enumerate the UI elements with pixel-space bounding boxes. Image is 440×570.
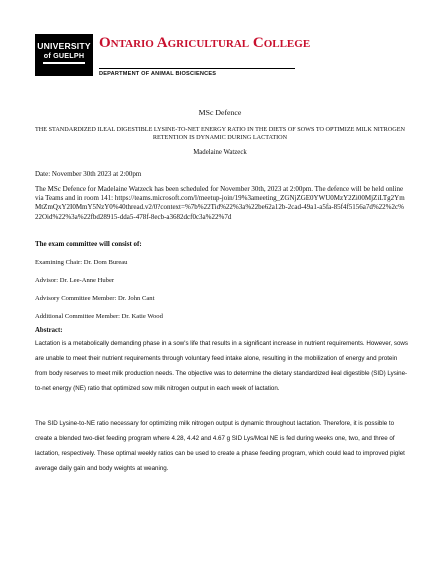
committee-member: Additional Committee Member: Dr. Katie Wood bbox=[35, 313, 163, 320]
committee-member: Advisor: Dr. Lee-Anne Huber bbox=[35, 277, 115, 284]
committee-heading: The exam committee will consist of: bbox=[35, 240, 142, 248]
presenter-name: Madelaine Watzeck bbox=[193, 149, 247, 156]
university-logo bbox=[35, 34, 93, 76]
logo-bar bbox=[43, 62, 85, 64]
schedule-paragraph: The MSc Defence for Madelaine Watzeck has been scheduled for November 30th, 2023 at 2:00pm. The defence will be held online via Teams and in room 141: https://teams.microsoft.com/l/meetup-join/19%3ameeting_ZGNjZGE0YWU0MzY2Zi00MjZiLTg2YmMtZmQxY2I0MmY5NzY0%40thread.v2/0?context=%7b%22Tid%22%3a%22be62a12b-2cad-49a1-a5fa-85f4f5156a7d%22%2c%22Oid%22%3a%22fbd28915-dda5-478f-8ecb-a3682dcf0c3a%22%7d bbox=[35, 185, 405, 221]
page-heading: MSc Defence bbox=[198, 108, 242, 117]
abstract-heading: Abstract: bbox=[35, 327, 63, 334]
logo-text-line2: of GUELPH bbox=[43, 51, 85, 60]
abstract-paragraph-2: The SID Lysine-to-NE ratio necessary for optimizing milk nitrogen output is dynamic throughout lactation. Therefore, it is possible to create a blended two-diet feeding program where 4.28, 4.42 and 4.67 g SID Lys/Mcal NE is fed during weeks one, two, and three of lactation, respectively. These optimal weekly ratios can be used to create a phase feeding program, which could lead to improved piglet average daily gain and body weights at weaning. bbox=[35, 420, 405, 472]
thesis-title: THE STANDARDIZED ILEAL DIGESTIBLE LYSINE-TO-NET ENERGY RATIO IN THE DIETS OF SOWS TO OPTIMIZE MILK NITROGEN RETENTION IS DYNAMIC DURING LACTATION bbox=[35, 126, 405, 141]
department-name: DEPARTMENT OF ANIMAL BIOSCIENCES bbox=[99, 71, 217, 77]
logo-text-line1: UNIVERSITY bbox=[37, 41, 91, 51]
header-rule bbox=[99, 68, 295, 69]
defence-date: Date: November 30th 2023 at 2:00pm bbox=[35, 170, 142, 178]
committee-member: Examining Chair: Dr. Dom Bureau bbox=[35, 259, 128, 266]
abstract-paragraph-1: Lactation is a metabolically demanding phase in a sow's life that results in a significant increase in nutrient requirements. However, sows are unable to meet their nutrient requirements through voluntary feed intake alone, resulting in the mobilization of energy and protein from body reserves to meet milk production needs. The objective was to determine the dietary standardized ileal digestible (SID) Lysine-to-net energy (NE) ratio that optimized sow milk nitrogen output in each week of lactation. bbox=[35, 340, 408, 392]
college-name: Ontario Agricultural College bbox=[99, 35, 311, 51]
committee-member: Advisory Committee Member: Dr. John Cant bbox=[35, 295, 155, 302]
